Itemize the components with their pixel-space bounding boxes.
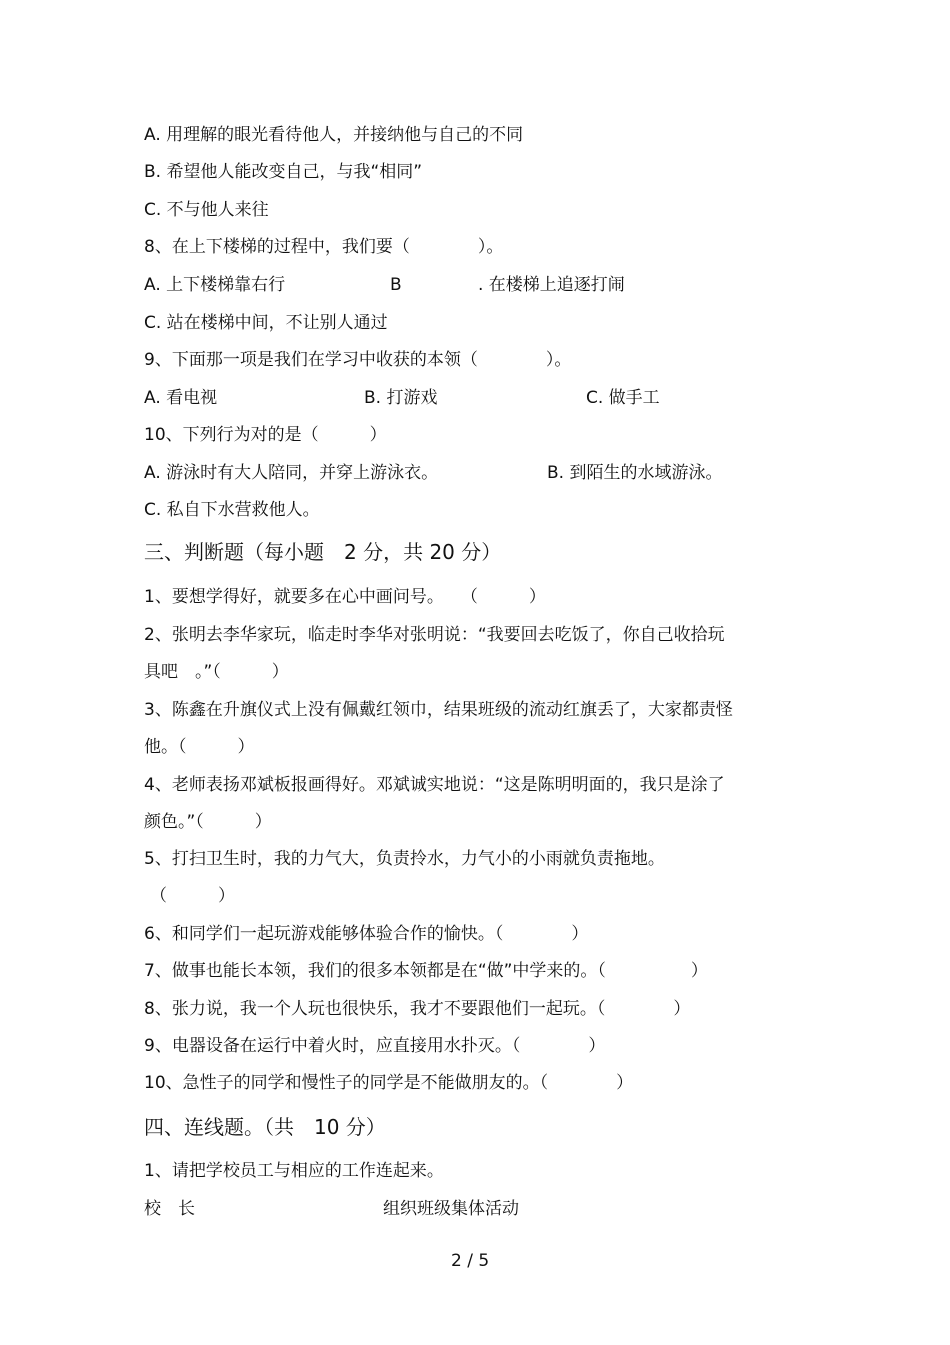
q10-option-c: C. 私自下水营救他人。	[144, 500, 320, 520]
q10-option-b: B. 到陌生的水域游泳。	[547, 463, 723, 483]
q7-option-b: B. 希望他人能改变自己，与我“相同”	[144, 162, 423, 182]
judge-item-4: 4、老师表扬邓斌板报画得好。邓斌诚实地说：“这是陈明明面的，我只是涂了	[144, 775, 725, 795]
match-left-item: 校 长	[144, 1199, 195, 1219]
q8-option-c: C. 站在楼梯中间，不让别人通过	[144, 313, 388, 333]
judge-item-3: 3、陈鑫在升旗仪式上没有佩戴红领巾，结果班级的流动红旗丢了，大家都责怪	[144, 700, 733, 720]
judge-item-6: 6、和同学们一起玩游戏能够体验合作的愉快。（ ）	[144, 924, 589, 944]
q8-option-b-text: . 在楼梯上追逐打闹	[478, 275, 625, 295]
q9-option-c: C. 做手工	[586, 388, 660, 408]
q7-option-c: C. 不与他人来往	[144, 200, 269, 220]
q9-option-b: B. 打游戏	[364, 388, 438, 408]
judge-item-2-cont: 具吧 。”（ ）	[144, 662, 289, 682]
judge-item-5-cont: （ ）	[150, 886, 235, 906]
judge-item-7: 7、做事也能长本领，我们的很多本领都是在“做”中学来的。（ ）	[144, 961, 708, 981]
match-question-1: 1、请把学校员工与相应的工作连起来。	[144, 1161, 444, 1181]
section3-title: 三、判断题（每小题 2 分，共 20 分）	[144, 540, 502, 564]
q8-stem: 8、在上下楼梯的过程中，我们要（ ）。	[144, 237, 504, 257]
q10-option-a: A. 游泳时有大人陪同，并穿上游泳衣。	[144, 463, 439, 483]
q9-option-a: A. 看电视	[144, 388, 218, 408]
judge-item-4-cont: 颜色。”（ ）	[144, 812, 272, 832]
section4-title: 四、连线题。（共 10 分）	[144, 1115, 386, 1139]
match-right-item: 组织班级集体活动	[383, 1199, 519, 1219]
q8-option-b-letter: B	[390, 275, 402, 295]
q8-option-a: A. 上下楼梯靠右行	[144, 275, 286, 295]
q7-option-a: A. 用理解的眼光看待他人，并接纳他与自己的不同	[144, 125, 524, 145]
judge-item-1: 1、要想学得好，就要多在心中画问号。 （ ）	[144, 587, 546, 607]
judge-item-9: 9、电器设备在运行中着火时，应直接用水扑灭。（ ）	[144, 1036, 606, 1056]
q9-stem: 9、下面那一项是我们在学习中收获的本领（ ）。	[144, 350, 572, 370]
judge-item-2: 2、张明去李华家玩，临走时李华对张明说：“我要回去吃饭了，你自己收拾玩	[144, 625, 725, 645]
q10-stem: 10、下列行为对的是（ ）	[144, 425, 387, 445]
judge-item-10: 10、急性子的同学和慢性子的同学是不能做朋友的。（ ）	[144, 1073, 634, 1093]
page-number: 2 / 5	[451, 1251, 490, 1271]
judge-item-3-cont: 他。（ ）	[144, 737, 255, 757]
judge-item-5: 5、打扫卫生时，我的力气大，负责拎水，力气小的小雨就负责拖地。	[144, 849, 665, 869]
judge-item-8: 8、张力说，我一个人玩也很快乐，我才不要跟他们一起玩。（ ）	[144, 999, 691, 1019]
